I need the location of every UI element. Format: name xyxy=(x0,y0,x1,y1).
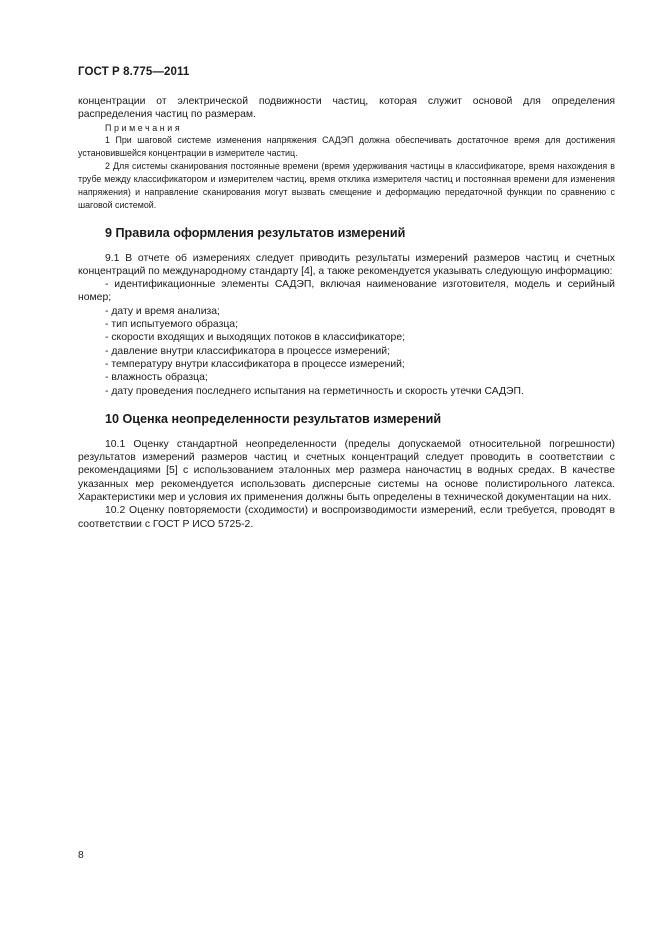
section-9-paragraph: 9.1 В отчете об измерениях следует приводить результаты измерений размеров частиц и счетных концентраций по международному стандарту [4], а также рекомендуется указывать следующую информацию: xyxy=(78,252,615,277)
section-10-paragraph-2: 10.2 Оценку повторяемости (сходимости) и воспроизводимости измерений, если требуется, проводят в соответствии с ГОСТ Р ИСО 5725-2. xyxy=(78,505,615,530)
bullet-item: - температуру внутри классификатора в процессе измерений; xyxy=(105,358,405,370)
document-id: ГОСТ Р 8.775—2011 xyxy=(78,66,190,78)
bullet-item: - давление внутри классификатора в процессе измерений; xyxy=(105,345,390,357)
bullet-item: - влажность образца; xyxy=(105,372,208,384)
bullet-item: - скорости входящих и выходящих потоков в классификаторе; xyxy=(105,332,405,344)
intro-paragraph: концентрации от электрической подвижности частиц, которая служит основой для определения распределения частиц по размерам. xyxy=(78,96,615,121)
note-1: 1 При шаговой системе изменения напряжения САДЭП должна обеспечивать достаточное время для достижения установившейся концентрации в измерителе частиц. xyxy=(78,134,615,158)
bullet-item: - тип испытуемого образца; xyxy=(105,319,238,331)
section-10-title: 10 Оценка неопределенности результатов измерений xyxy=(105,411,442,426)
page-number: 8 xyxy=(78,850,84,861)
bullet-item: - идентификационные элементы САДЭП, включая наименование изготовителя, модель и серийный номер; xyxy=(78,279,615,304)
bullet-item: - дату и время анализа; xyxy=(105,305,220,317)
bullet-item: - дату проведения последнего испытания на герметичность и скорость утечки САДЭП. xyxy=(105,385,524,397)
section-9-title: 9 Правила оформления результатов измерений xyxy=(105,225,406,240)
section-10-paragraph-1: 10.1 Оценку стандартной неопределенности (пределы допускаемой относительной погрешности) результатов измерений размеров частиц и счетных концентраций следует проводить в соответствии с рекомендациями [5] с использованием эталонных мер размера наночастиц в водных средах. В качестве указанных мер рекомендуется использовать дисперсные системы на основе полистирольного латекса. Характеристики мер и условия их применения должны быть определены в технической документации на них. xyxy=(78,438,615,504)
note-2: 2 Для системы сканирования постоянные времени (время удерживания частицы в классификаторе, время нахождения в трубе между классификатором и измерителем частиц, время отклика измерителя частиц и постоянная времени для изменения напряжения) и направление сканирования могут вызвать смещение и деформацию передаточной функции по сравнению с шаговой системой. xyxy=(78,160,615,210)
notes-title: Примечания xyxy=(105,122,183,133)
page-content xyxy=(78,95,615,531)
